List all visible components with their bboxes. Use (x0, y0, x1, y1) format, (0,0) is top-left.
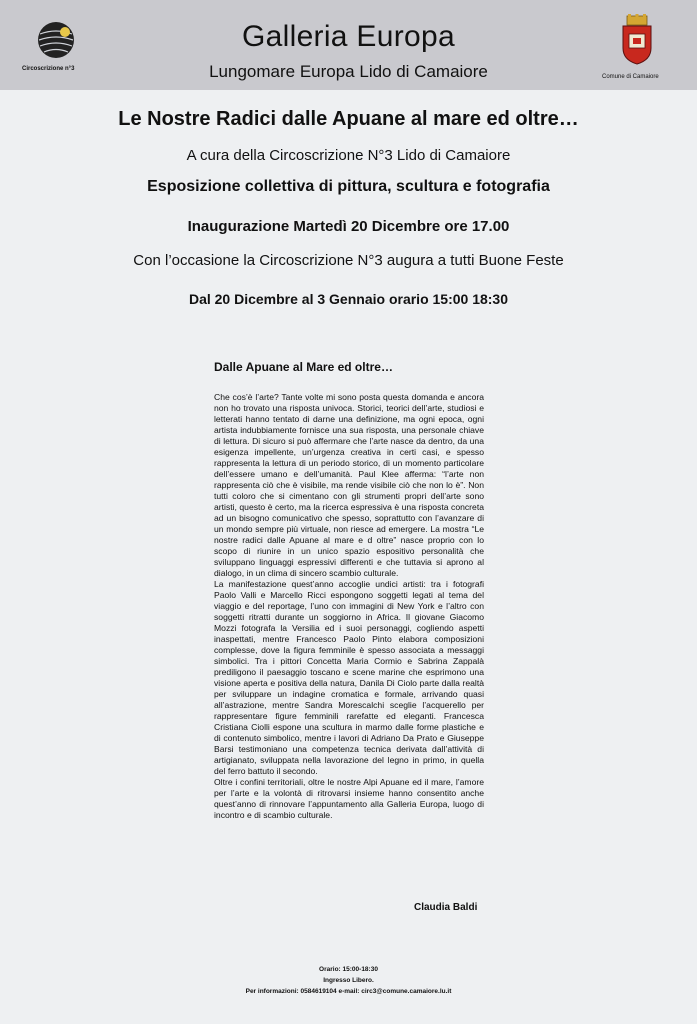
footer-entry: Ingresso Libero. (323, 977, 374, 984)
inauguration-date: Inaugurazione Martedì 20 Dicembre ore 17.00 (187, 218, 510, 235)
gallery-title: Galleria Europa (242, 20, 455, 53)
author-signature: Claudia Baldi (414, 902, 478, 913)
greetings-line: Con l’occasione la Circoscrizione N°3 augura a tutti Buone Feste (133, 252, 564, 269)
curated-by: A cura della Circoscrizione N°3 Lido di Camaiore (186, 147, 511, 164)
circoscrizione-label: Circoscrizione n°3 (22, 66, 75, 72)
comune-label: Comune di Camaiore (602, 74, 659, 80)
header-band (0, 0, 697, 90)
comune-crest-icon (620, 14, 654, 66)
essay-paragraph: Oltre i confini territoriali, oltre le nostre Alpi Apuane ed il mare, l’amore per l’arte e la volontà di ritrovarsi insieme hanno consentito anche quest’anno di rinnovare l’appuntamento alla Galleria Europa, luogo di incontro e di scambio culturale. (214, 777, 484, 820)
gallery-address: Lungomare Europa Lido di Camaiore (209, 62, 488, 81)
footer-hours: Orario: 15:00-18:30 (319, 966, 378, 973)
essay-paragraph: Che cos’è l’arte? Tante volte mi sono posta questa domanda e ancora non ho trovato una risposta univoca. Storici, teorici dell’arte, studiosi e letterati hanno tentato di darne una definizione, ma ogni epoca, ogni artista indubbiamente fornisce una sua risposta, una personale chiave di lettura. Di sicuro si può affermare che l’arte nasce da dentro, da una esigenza impellente, un’urgenza creativa in certi casi, e spesso rappresenta la lettura di un periodo storico, di un momento particolare dell’essere umano e dell’umanità. Paul Klee afferma: “l’arte non rappresenta ciò che è visibile, ma rende visibile ciò che non lo è”. Non tutti coloro che si cimentano con gli strumenti propri dell’arte sono artisti, questo è certo, ma la ricerca espressiva è una risposta concreta ad un bisogno comunicativo che spesso, soprattutto con l’avanzare di un mondo sempre più virtuale, non riesce ad emergere. La mostra “Le nostre radici dalle Apuane al mare e d oltre” nasce proprio con lo scopo di riunire in un unico spazio espositivo personalità che sviluppano linguaggi espressivi differenti e che tuttavia si aprono al dialogo, in un clima di sincero scambio culturale. (214, 392, 484, 578)
footer-info: Per informazioni: 0584619104 e-mail: circ3@comune.camaiore.lu.it (245, 988, 452, 995)
exhibition-dates: Dal 20 Dicembre al 3 Gennaio orario 15:00 18:30 (188, 291, 509, 307)
exhibition-headline: Le Nostre Radici dalle Apuane al mare ed oltre… (118, 108, 579, 130)
exhibition-type: Esposizione collettiva di pittura, scultura e fotografia (147, 178, 550, 195)
essay-body (214, 392, 484, 821)
essay-paragraph: La manifestazione quest’anno accoglie undici artisti: tra i fotografi Paolo Valli e Marcello Ricci espongono soggetti legati al tema del viaggio e del reportage, l’uno con immagini di New York e l’altro con soggetti ritratti durante un soggiorno in Africa. Il giovane Giacomo Mozzi fotografa la Versilia ed i suoi personaggi, cogliendo aspetti inaspettati, mentre Francesco Paolo Pinto elabora composizioni complesse, dove la figura femminile è spesso associata a messaggi simbolici. Tra i pittori Concetta Maria Cormio e Sabrina Zappalà prediligono il paesaggio toscano e scene marine che esprimono una visione aperta e positiva della natura, Danila Di Ciolo parte dalla realtà per sviluppare un indagine cromatica e formale, arrivando quasi all’astrazione, mentre Sandra Morescalchi sceglie l’acquerello per rappresentare figure femminili rarefatte ed eleganti. Francesca Cristiana Ciolli espone una scultura in marmo dalle forme plastiche e di contenuto simbolico, mentre i lavori di Adriano Da Prato e Giuseppe Barsi testimoniano una competenza tecnica derivata dall’attività di artigianato, sviluppata nella lavorazione del legno in primo, in quella del ferro battuto il secondo. (214, 579, 484, 776)
essay-title: Dalle Apuane al Mare ed oltre… (214, 360, 393, 374)
